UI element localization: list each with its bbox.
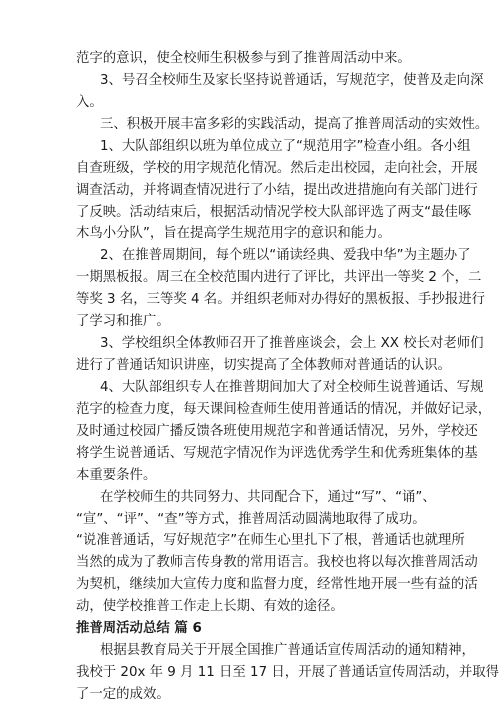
paragraph-line: 4、大队部组织专人在推普期间加大了对全校师生说普通话、写规 bbox=[100, 380, 484, 395]
paragraph-line: 入。 bbox=[76, 95, 103, 110]
paragraph-line: 3、学校组织全体教师召开了推普座谈会，会上 XX 校长对老师们 bbox=[100, 336, 484, 351]
paragraph-line: 等奖 3 名，三等奖 4 名。并组织老师对办得好的黑板报、手抄报进行 bbox=[76, 292, 486, 307]
paragraph-line: 将学生说普通话、写规范字情况作为评选优秀学生和优秀班集体的基 bbox=[76, 446, 478, 461]
paragraph-line: 我校于 20x 年 9 月 11 日至 17 日，开展了普通话宣传周活动，并取得 bbox=[76, 665, 499, 680]
paragraph-line: 三、积极开展丰富多彩的实践活动，提高了推普周活动的实效性。 bbox=[100, 117, 489, 132]
paragraph-line: 了反映。活动结束后，根据活动情况学校大队部评选了两支“最佳啄 bbox=[76, 205, 472, 220]
paragraph-line: “宣”、“评”、“查”等方式，推普周活动圆满地取得了成功。 bbox=[76, 512, 426, 527]
paragraph-line: 2、在推普周期间，每个班以“诵读经典、爱我中华”为主题办了 bbox=[100, 248, 471, 263]
paragraph-line: 及时通过校园广播反馈各班使用规范字和普通话情况，另外，学校还 bbox=[76, 424, 478, 439]
paragraph-line: 在学校师生的共同努力、共同配合下，通过“写”、“诵”、 bbox=[100, 490, 436, 505]
paragraph-line: 范字的检查力度，每天课间检查师生使用普通话的情况，并做好记录， bbox=[76, 402, 492, 417]
paragraph-line: 1、大队部组织以班为单位成立了“规范用字”检查小组。各小组 bbox=[100, 139, 471, 154]
paragraph-line: “说准普通话，写好规范字”在师生心里扎下了根，普通话也就理所 bbox=[76, 533, 465, 548]
paragraph-line: 3、号召全校师生及家长坚持说普通话，写规范字，使普及走向深 bbox=[100, 73, 484, 88]
paragraph-line: 动，使学校推普工作走上长期、有效的途径。 bbox=[76, 599, 344, 614]
paragraph-line: 进行了普通话知识讲座，切实提高了全体教师对普通话的认识。 bbox=[76, 358, 451, 373]
paragraph-line: 了一定的成效。 bbox=[76, 687, 170, 702]
paragraph-line: 当然的成为了教师言传身教的常用语言。我校也将以每次推普周活动 bbox=[76, 555, 478, 570]
paragraph-line: 一期黑板报。周三在全校范围内进行了评比，共评出一等奖 2 个，二 bbox=[76, 270, 482, 285]
paragraph-line: 为契机，继续加大宣传力度和监督力度，经常性地开展一些有益的活 bbox=[76, 577, 478, 592]
paragraph-line: 了学习和推广。 bbox=[76, 314, 170, 329]
paragraph-line: 根据县教育局关于开展全国推广普通话宣传周活动的通知精神， bbox=[100, 643, 475, 658]
paragraph-line: 调查活动，并将调查情况进行了小结，提出改进措施向有关部门进行 bbox=[76, 183, 478, 198]
paragraph-line: 自查班级，学校的用字规范化情况。然后走出校园，走向社会，开展 bbox=[76, 161, 478, 176]
paragraph-line: 本重要条件。 bbox=[76, 468, 157, 483]
paragraph-line: 木鸟小分队”，旨在提高学生规范用字的意识和能力。 bbox=[76, 226, 391, 241]
section-heading: 推普周活动总结 篇 6 bbox=[76, 621, 202, 636]
paragraph-line: 范字的意识，使全校师生积极参与到了推普周活动中来。 bbox=[76, 51, 411, 66]
